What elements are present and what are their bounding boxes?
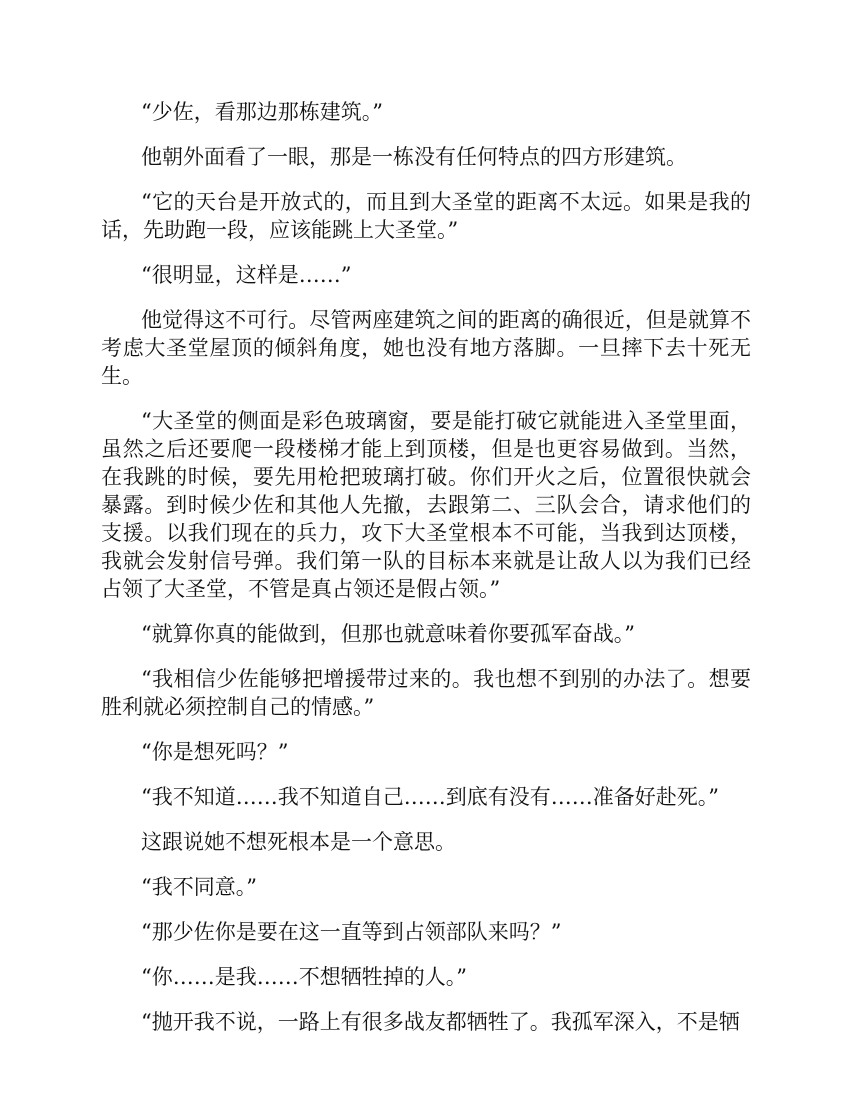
paragraph-5: 他觉得这不可行。尽管两座建筑之间的距离的确很近，但是就算不考虑大圣堂屋顶的倾斜角度，她也没有地方落脚。一旦摔下去十死无生。: [101, 308, 751, 388]
paragraph-6: “大圣堂的侧面是彩色玻璃窗，要是能打破它就能进入圣堂里面，虽然之后还要爬一段楼梯才能上到顶楼，但是也更容易做到。当然，在我跳的时候，要先用枪把玻璃打破。你们开火之后，位置很快就会暴露。到时候少佐和其他人先撤，去跟第二、三队会合，请求他们的支援。以我们现在的兵力，攻下大圣堂根本不可能，当我到达顶楼，我就会发射信号弹。我们第一队的目标本来就是让敌人以为我们已经占领了大圣堂，不管是真占领还是假占领。”: [101, 409, 751, 601]
paragraph-8: “我相信少佐能够把增援带过来的。我也想不到别的办法了。想要胜利就必须控制自己的情感。”: [101, 667, 751, 719]
paragraph-1: “少佐，看那边那栋建筑。”: [141, 100, 383, 124]
paragraph-15: “抛开我不说，一路上有很多战友都牺牲了。我孤军深入，不是牺: [141, 1010, 740, 1034]
paragraph-11: 这跟说她不想死根本是一个意思。: [141, 830, 456, 854]
paragraph-3: “它的天台是开放式的，而且到大圣堂的距离不太远。如果是我的话，先助跑一段，应该能跳上大圣堂。”: [101, 190, 751, 242]
paragraph-4: “很明显，这样是……”: [141, 263, 352, 287]
paragraph-2: 他朝外面看了一眼，那是一栋没有任何特点的四方形建筑。: [141, 145, 687, 169]
paragraph-7: “就算你真的能做到，但那也就意味着你要孤军奋战。”: [141, 622, 635, 646]
paragraph-9: “你是想死吗？”: [141, 740, 289, 764]
paragraph-12: “我不同意。”: [141, 875, 257, 899]
paragraph-10: “我不知道……我不知道自己……到底有没有……准备好赴死。”: [141, 785, 719, 809]
document-page: [101, 98, 751, 1053]
paragraph-14: “你……是我……不想牺牲掉的人。”: [141, 965, 467, 989]
paragraph-13: “那少佐你是要在这一直等到占领部队来吗？”: [141, 920, 562, 944]
